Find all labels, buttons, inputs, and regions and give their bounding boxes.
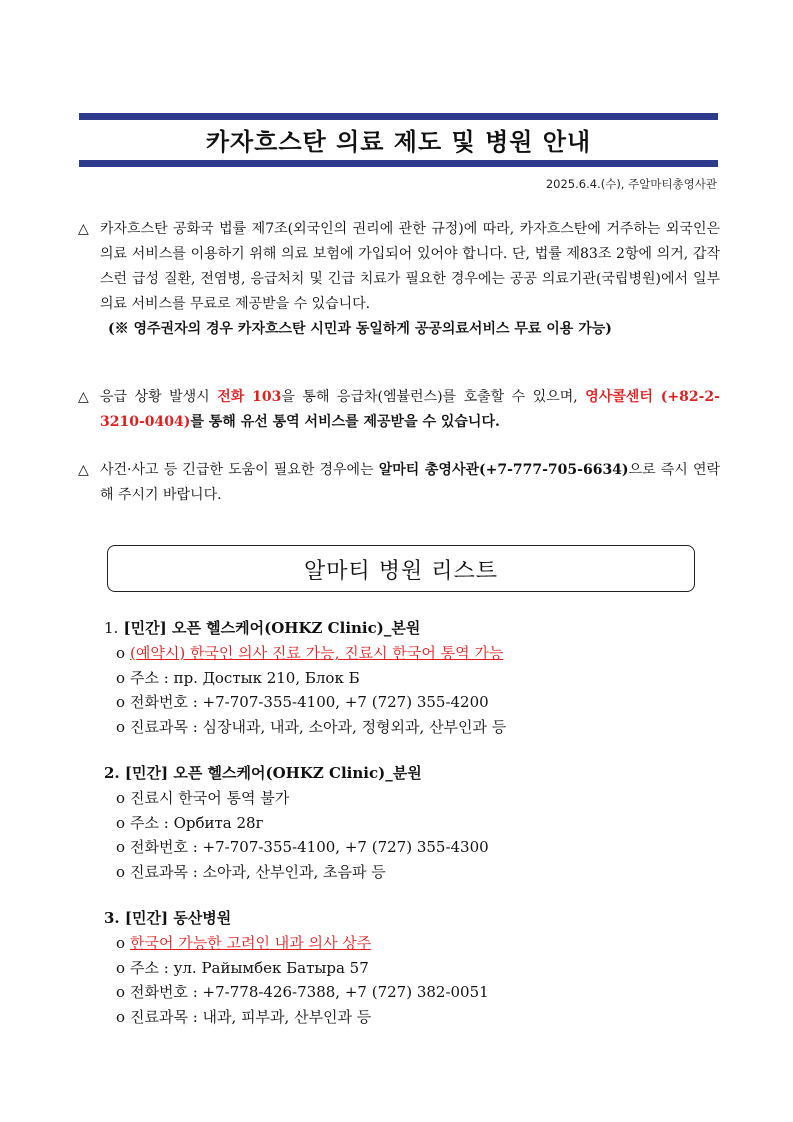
notice-emergency-text-b: 을 통해 응급차(엠뷸런스)를 호출할 수 있으며, — [281, 389, 586, 405]
hospital-2-type: [민간] — [124, 764, 169, 782]
hospital-3-departments-row — [104, 1005, 704, 1030]
hospital-1-departments: 진료과목 : 심장내과, 내과, 소아과, 정형외과, 산부인과 등 — [130, 717, 507, 736]
bullet-icon: o — [116, 983, 126, 1001]
bullet-icon: o — [116, 934, 126, 952]
triangle-icon: △ — [78, 389, 89, 405]
hospital-2 — [104, 760, 704, 884]
hospital-2-departments: 진료과목 : 소아과, 산부인과, 초음파 등 — [130, 862, 386, 881]
hospital-2-title — [104, 760, 704, 786]
hospital-3-highlight-row — [104, 931, 704, 956]
hospital-1-address: 주소 : пр. Достык 210, Блок Б — [130, 668, 360, 687]
bullet-icon: o — [116, 813, 126, 832]
notice-consulate-text-b: 으로 즉시 연락해 주시기 바랍니다. — [100, 462, 720, 503]
bullet-icon: o — [116, 789, 126, 807]
notice-consulate-text-a: 사건·사고 등 긴급한 도움이 필요한 경우에는 — [100, 462, 379, 478]
notice-insurance-text: 카자흐스탄 공화국 법률 제7조(외국인의 권리에 관한 규정)에 따라, 카자흐스탄에 거주하는 외국인은 의료 서비스를 이용하기 위해 의료 보험에 가입되어 있어야 합니다. 단, 법률 제83조 2항에 의거, 갑작스런 급성 질환, 전염병, 응급처치 및 긴급 치료가 필요한 경우에는 공공 의료기관(국립병원)에서 일부 의료 서비스를 무료로 제공받을 수 있습니다. — [100, 221, 720, 312]
notice-emergency — [78, 385, 720, 435]
hospital-2-phone: 전화번호 : +7-707-355-4100, +7 (727) 355-4300 — [130, 838, 489, 856]
consular-call-center: 영사콜센터 (+82-2-3210-0404) — [100, 389, 720, 430]
hospital-1-name: 오픈 헬스케어(OHKZ Clinic)_본원 — [171, 619, 421, 637]
bullet-icon: o — [116, 717, 126, 736]
hospital-3-phone: 전화번호 : +7-778-426-7388, +7 (727) 382-0051 — [130, 983, 489, 1001]
hospital-1-address-row — [104, 666, 704, 691]
bullet-icon: o — [116, 838, 126, 856]
title-bottom-bar — [79, 160, 718, 167]
notice-insurance — [78, 217, 720, 342]
hospital-1-number: 1. — [104, 619, 119, 637]
hospital-1-phone: 전화번호 : +7-707-355-4100, +7 (727) 355-4200 — [130, 693, 489, 711]
permanent-resident-note: (※ 영주권자의 경우 카자흐스탄 시민과 동일하게 공공의료서비스 무료 이용 가능) — [108, 321, 612, 337]
hospital-3-title — [104, 905, 704, 931]
hospital-1-title — [104, 615, 704, 641]
hospital-1-highlight: (예약시) 한국인 의사 진료 가능, 진료시 한국어 통역 가능 — [130, 644, 504, 662]
hospital-3-name: 동산병원 — [173, 909, 232, 927]
hospital-2-address: 주소 : Орбита 28г — [130, 813, 264, 832]
hospital-3-address: 주소 : ул. Райымбек Батыра 57 — [130, 958, 369, 977]
bullet-icon: o — [116, 693, 126, 711]
hospital-1-highlight-row — [104, 641, 704, 666]
hospital-2-highlight-row — [104, 786, 704, 811]
bullet-icon: o — [116, 958, 126, 977]
hospital-3 — [104, 905, 704, 1029]
hospital-1 — [104, 615, 704, 739]
triangle-icon: △ — [78, 462, 89, 478]
hospital-3-address-row — [104, 956, 704, 981]
title-top-bar — [79, 113, 718, 120]
notice-emergency-text-c: 를 통해 유선 통역 서비스를 제공받을 수 있습니다. — [190, 414, 500, 430]
hospital-3-phone-row — [104, 980, 704, 1005]
hospital-1-departments-row — [104, 715, 704, 740]
bullet-icon: o — [116, 1007, 126, 1026]
bullet-icon: o — [116, 644, 126, 662]
hospital-3-number: 3. — [104, 909, 120, 927]
notice-consulate — [78, 458, 720, 508]
hospital-2-name: 오픈 헬스케어(OHKZ Clinic)_분원 — [173, 764, 422, 782]
hospital-2-address-row — [104, 811, 704, 836]
hospital-1-phone-row — [104, 690, 704, 715]
hospital-2-highlight: 진료시 한국어 통역 불가 — [130, 789, 290, 807]
triangle-icon: △ — [78, 221, 89, 237]
hospital-list-header — [107, 545, 695, 592]
hospital-1-type: [민간] — [123, 619, 167, 637]
consulate-phone: 알마티 총영사관(+7-777-705-6634) — [378, 462, 629, 478]
page-title: 카자흐스탄 의료 제도 및 병원 안내 — [205, 128, 592, 156]
bullet-icon: o — [116, 668, 126, 687]
hospital-list-title: 알마티 병원 리스트 — [303, 559, 498, 584]
issue-date: 2025.6.4.(수), 주알마티총영사관 — [545, 177, 717, 191]
hospital-3-highlight: 한국어 가능한 고려인 내과 의사 상주 — [130, 934, 372, 952]
hospital-2-departments-row — [104, 860, 704, 885]
hospital-3-type: [민간] — [124, 909, 169, 927]
hospital-2-number: 2. — [104, 764, 120, 782]
bullet-icon: o — [116, 862, 126, 881]
hospital-3-departments: 진료과목 : 내과, 피부과, 산부인과 등 — [130, 1007, 372, 1026]
notice-emergency-text-a: 응급 상황 발생시 — [100, 389, 218, 405]
ambulance-phone: 전화 103 — [217, 389, 282, 405]
hospital-2-phone-row — [104, 835, 704, 860]
